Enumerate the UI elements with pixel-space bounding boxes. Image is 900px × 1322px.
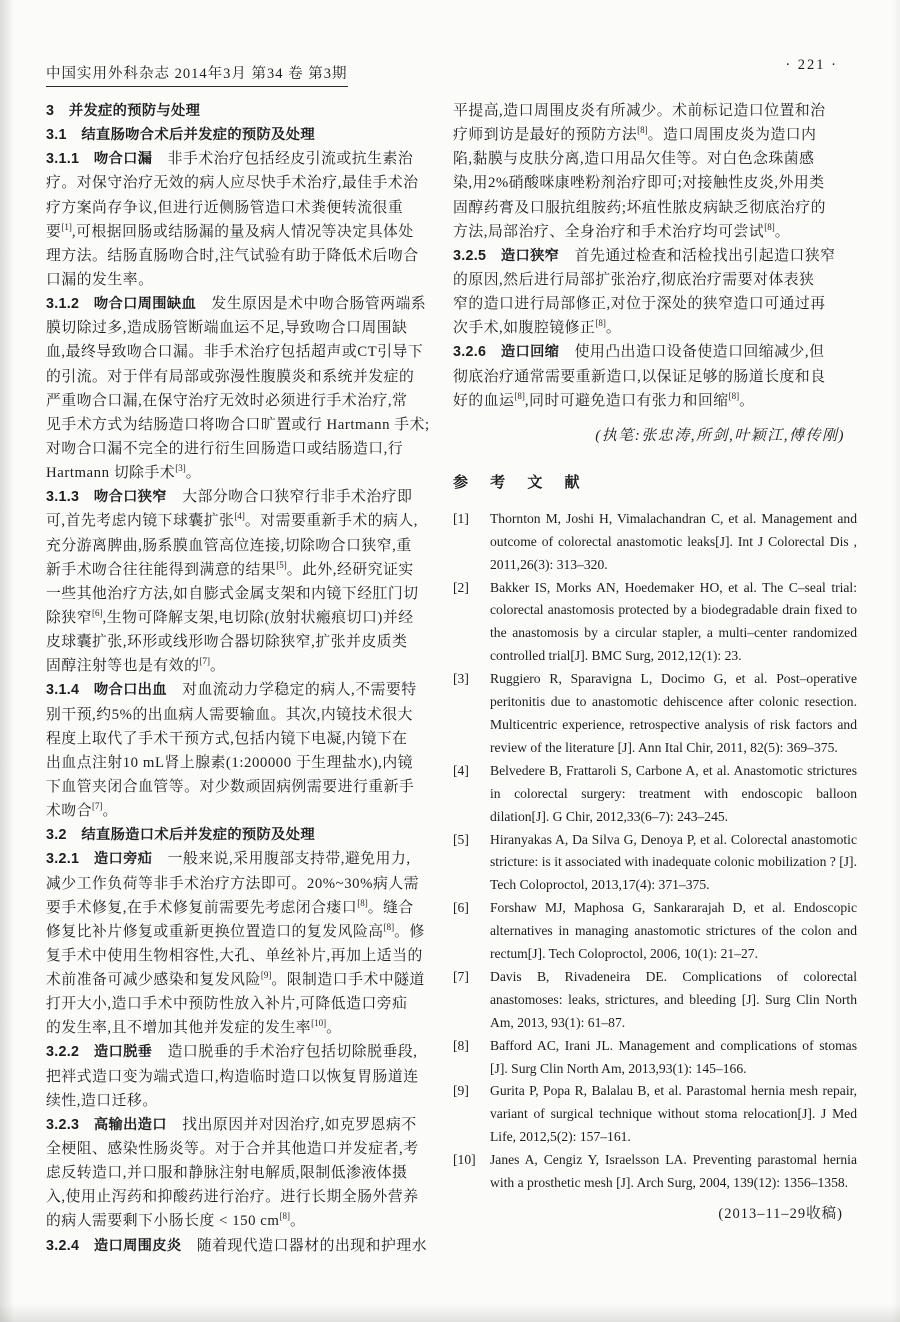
text-line: 3.2.6 造口回缩 使用凸出造口设备使造口回缩减少,但 [453,344,825,361]
text-line: 3.1.1 吻合口漏 非手术治疗包括经皮引流或抗生素治 [46,151,414,168]
section-heading: 3.1.2 吻合口周围缺血 [46,296,197,313]
reference-text: Bafford AC, Irani JL. Management and complications of stomas [J]. Surg Clin North Am, 2013,93(1): 145–166. [490,1037,857,1076]
scan-edge-shadow-bottom [0,1304,900,1322]
journal-header: 中国实用外科杂志 2014年3月 第34 卷 第3期 [46,62,348,87]
reference-number: [3] [453,671,469,687]
text-line: 除狭窄[6],生物可降解支架,电切除(放射状瘢痕切口)并经 [46,608,414,626]
text-line: 固醇注射等也是有效的[7]。 [46,656,226,675]
text-line: 严重吻合口漏,在保守治疗无效时必须进行手术治疗,常 [46,392,408,409]
reference-number: [4] [453,762,469,778]
reference-text: Thornton M, Joshi H, Vimalachandran C, et al. Management and outcome of colorectal anastomotic leaks[J]. Int J Colorectal Dis , 2011,26(3): 313–320. [490,510,857,572]
reference-text: Belvedere B, Frattaroli S, Carbone A, et al. Anastomotic strictures in colorectal surgery: treatment with endoscopic balloon dilation[J]. G Chir, 2012,33(6–7): 243–245. [490,762,857,824]
reference-number: [2] [453,579,469,595]
scan-edge-shadow-right [892,0,900,1322]
text-line: 窄的造口进行局部修正,对位于深处的狭窄造口可通过再 [453,296,826,313]
text-line: 见手术方式为结肠造口将吻合口旷置或行 Hartmann 手术; [46,416,430,433]
section-heading: 3.1.4 吻合口出血 [46,682,167,699]
text-line: 入,使用止泻药和抑酸药进行治疗。进行长期全肠外营养 [46,1189,419,1206]
text-line: 3.1.2 吻合口周围缺血 发生原因是术中吻合肠管两端系 [46,296,427,313]
section-heading: 3.2.4 造口周围皮炎 [46,1237,182,1254]
reference-item [453,668,857,760]
text-line: 虑反转造口,并口服和静脉注射电解质,限制低渗液体摄 [46,1165,408,1182]
reference-item [453,508,857,577]
text-line: 3.2.1 造口旁疝 一般来说,采用腹部支持带,避免用力, [46,851,411,868]
reference-number: [10] [453,1152,476,1168]
scan-edge-shadow-left [0,0,14,1322]
text-line: 皮球囊扩张,环形或线形吻合器切除狭窄,扩张并皮质类 [46,634,408,651]
text-line: 好的血运[8],同时可避免造口有张力和回缩[8]。 [453,390,755,409]
section-heading: 3.2 结直肠造口术后并发症的预防及处理 [46,827,315,844]
right-column [453,99,857,1223]
section-heading: 3.2.6 造口回缩 [453,344,560,361]
text-line: 复手术中使用生物相容性,大孔、单丝补片,再加上适当的 [46,947,423,964]
reference-text: Forshaw MJ, Maphosa G, Sankararajah D, et al. Endoscopic alternatives in managing anastomotic strictures of the colon and rectum[J]. Tech Coloproctol, 2006, 10(1): 21–27. [490,900,857,962]
text-line [46,99,444,123]
text-line: 3.2.4 造口周围皮炎 随着现代造口器材的出现和护理水 [46,1237,428,1254]
reference-text: Gurita P, Popa R, Balalau B, et al. Parastomal hernia mesh repair, variant of surgical technique without stoma relocation[J]. J Med Life, 2012,5(2): 157–161. [490,1083,857,1145]
text-line: 的病人需要剩下小肠长度 < 150 cm[8]。 [46,1211,306,1230]
text-line [46,123,444,147]
text-line: 口漏的发生率。 [46,271,154,288]
reference-text: Ruggiero R, Sparavigna L, Docimo G, et al. Post–operative peritonitis due to anastomotic dehiscence after colonic resection. Multicentric experience, retrospective analysis of risk factors and review of the literature [J]. Ann Ital Chir, 2011, 82(5): 369–375. [490,671,857,755]
references-list [453,508,857,1195]
reference-item [453,577,857,669]
text-line: 固醇药膏及口服抗组胺药;坏疽性脓皮病缺乏彻底治疗的 [453,199,826,216]
reference-item [453,966,857,1035]
text-line: 血,最终导致吻合口漏。非手术治疗包括超声或CT引导下 [46,344,424,361]
text-line: 3.2.5 造口狭窄 首先通过检查和活检找出引起造口狭窄 [453,247,836,264]
section-heading: 3.1.1 吻合口漏 [46,151,153,168]
text-line: 术吻合[7]。 [46,801,118,820]
text-line: 3.2.3 高输出造口 找出原因并对因治疗,如克罗恩病不 [46,1116,417,1133]
reference-text: Davis B, Rivadeneira DE. Complications of colorectal anastomoses: leaks, strictures, and bleeding [J]. Surg Clin North Am, 2013, 93(1): 61–87. [490,968,857,1030]
reference-text: Janes A, Cengiz Y, Israelsson LA. Preventing parastomal hernia with a prosthetic mesh [J]. Arch Surg, 2004, 139(12): 1356–1358. [490,1152,857,1191]
reference-number: [5] [453,831,469,847]
reference-text: Hiranyakas A, Da Silva G, Denoya P, et al. Colorectal anastomotic stricture: is it associated with inadequate colonic mobilization ? [J]. Tech Coloproctol, 2013,17(4): 371–375. [490,831,857,893]
received-date: (2013–11–29收稿) [718,1206,843,1223]
text-line: 续性,造口迁移。 [46,1092,158,1109]
section-heading: 3.1.3 吻合口狭窄 [46,489,167,506]
text-line: 膜切除过多,造成肠管断端血运不足,导致吻合口周围缺 [46,320,408,337]
text-line: 可,首先考虑内镜下球囊扩张[4]。对需要重新手术的病人, [46,511,418,530]
section-heading: 3.1 结直肠吻合术后并发症的预防及处理 [46,127,315,144]
section-heading: 3.2.2 造口脱垂 [46,1044,153,1061]
text-line: 的原因,然后进行局部扩张治疗,彻底治疗需要对体表狭 [453,271,815,288]
right-column-text [453,99,857,413]
reference-text: Bakker IS, Morks AN, Hoedemaker HO, et al. The C–seal trial: colorectal anastomosis protected by a biodegradable drain fixed to the anastomosis by a circular stapler, a multi–center randomized controlled trial[J]. BMC Surg, 2012,12(1): 23. [490,579,857,664]
text-line: 染,用2%硝酸咪康唑粉剂治疗即可;对接触性皮炎,外用类 [453,175,825,192]
text-line: 要手术修复,在手术修复前需要先考虑闭合瘘口[8]。缝合 [46,897,414,916]
text-line: 把袢式造口变为端式造口,构造临时造口以恢复胃肠道连 [46,1068,419,1085]
text-line: 出血点注射10 mL肾上腺素(1:200000 于生理盐水),内镜 [46,754,414,771]
text-line: 程度上取代了手术干预方式,包括内镜下电凝,内镜下在 [46,730,408,747]
text-line: 理方法。结肠直肠吻合时,注气试验有助于降低术后吻合 [46,247,419,264]
text-line: 的引流。对于伴有局部或弥漫性腹膜炎和系统并发症的 [46,368,415,385]
reference-item [453,829,857,898]
text-line: 充分游离脾曲,肠系膜血管高位连接,切除吻合口狭窄,重 [46,537,412,554]
text-line: 减少工作负荷等非手术治疗方法即可。20%~30%病人需 [46,875,420,892]
reference-number: [9] [453,1083,469,1099]
section-heading: 3.2.1 造口旁疝 [46,851,153,868]
reference-number: [1] [453,510,469,526]
reference-number: [8] [453,1037,469,1053]
text-line: 下血管夹闭合血管等。对少数顽固病例需要进行重新手 [46,778,415,795]
text-line: 要[1],可根据回肠或结肠漏的量及病人情况等决定具体处 [46,221,414,240]
text-line [46,823,444,847]
section-heading: 3.2.3 高输出造口 [46,1116,167,1133]
section-heading: 3.2.5 造口狭窄 [453,247,560,264]
text-line: 次手术,如腹腔镜修正[8]。 [453,318,622,337]
authors-signature: (执笔:张忠涛,所剑,叶颖江,傅传刚) [595,427,845,444]
section-heading: 3 并发症的预防与处理 [46,103,201,119]
text-line: Hartmann 切除手术[3]。 [46,463,202,482]
text-line: 新手术吻合往往能得到满意的结果[5]。此外,经研究证实 [46,559,414,578]
left-column [46,99,444,1258]
text-line: 3.1.4 吻合口出血 对血流动力学稳定的病人,不需要特 [46,682,417,699]
text-line: 术前准备可减少感染和复发风险[9]。限制造口手术中隧道 [46,970,425,989]
page-number: · 221 · [785,57,838,73]
text-line: 陷,黏膜与皮肤分离,造口用品欠佳等。对白色念珠菌感 [453,151,815,168]
text-line: 对吻合口漏不完全的进行衍生回肠造口或结肠造口,行 [46,440,404,457]
text-line: 彻底治疗通常需要重新造口,以保证足够的肠道长度和良 [453,368,826,385]
text-line: 别干预,约5%的出血病人需要输血。其次,内镜技术很大 [46,706,413,723]
text-line: 疗师到访是最好的预防方法[8]。造口周围皮炎为造口内 [453,125,817,144]
reference-item [453,760,857,829]
text-line: 疗。对保守治疗无效的病人应尽快手术治疗,最佳手术治 [46,175,419,192]
text-line: 疗方案尚存争议,但进行近侧肠管造口术粪便转流很重 [46,199,404,216]
reference-number: [6] [453,900,469,916]
text-line: 打开大小,造口手术中预防性放入补片,可降低造口旁疝 [46,996,408,1013]
text-line: 3.1.3 吻合口狭窄 大部分吻合口狭窄行非手术治疗即 [46,489,413,506]
text-line: 的发生率,且不增加其他并发症的发生率[10]。 [46,1018,342,1037]
reference-item [453,1149,857,1195]
text-line: 修复比补片修复或重新更换位置造口的复发风险高[8]。修 [46,921,425,940]
text-line: 方法,局部治疗、全身治疗和手术治疗均可尝试[8]。 [453,221,791,240]
reference-item [453,897,857,966]
text-line: 一些其他治疗方法,如自膨式金属支架和内镜下经肛门切 [46,585,419,602]
reference-number: [7] [453,968,469,984]
text-line: 3.2.2 造口脱垂 造口脱垂的手术治疗包括切除脱垂段, [46,1044,418,1061]
text-line: 平提高,造口周围皮炎有所减少。术前标记造口位置和治 [453,103,826,119]
references-title: 参 考 文 献 [453,473,589,491]
reference-item [453,1080,857,1149]
reference-item [453,1035,857,1081]
text-line: 全梗阻、感染性肠炎等。对于合并其他造口并发症者,考 [46,1141,419,1158]
